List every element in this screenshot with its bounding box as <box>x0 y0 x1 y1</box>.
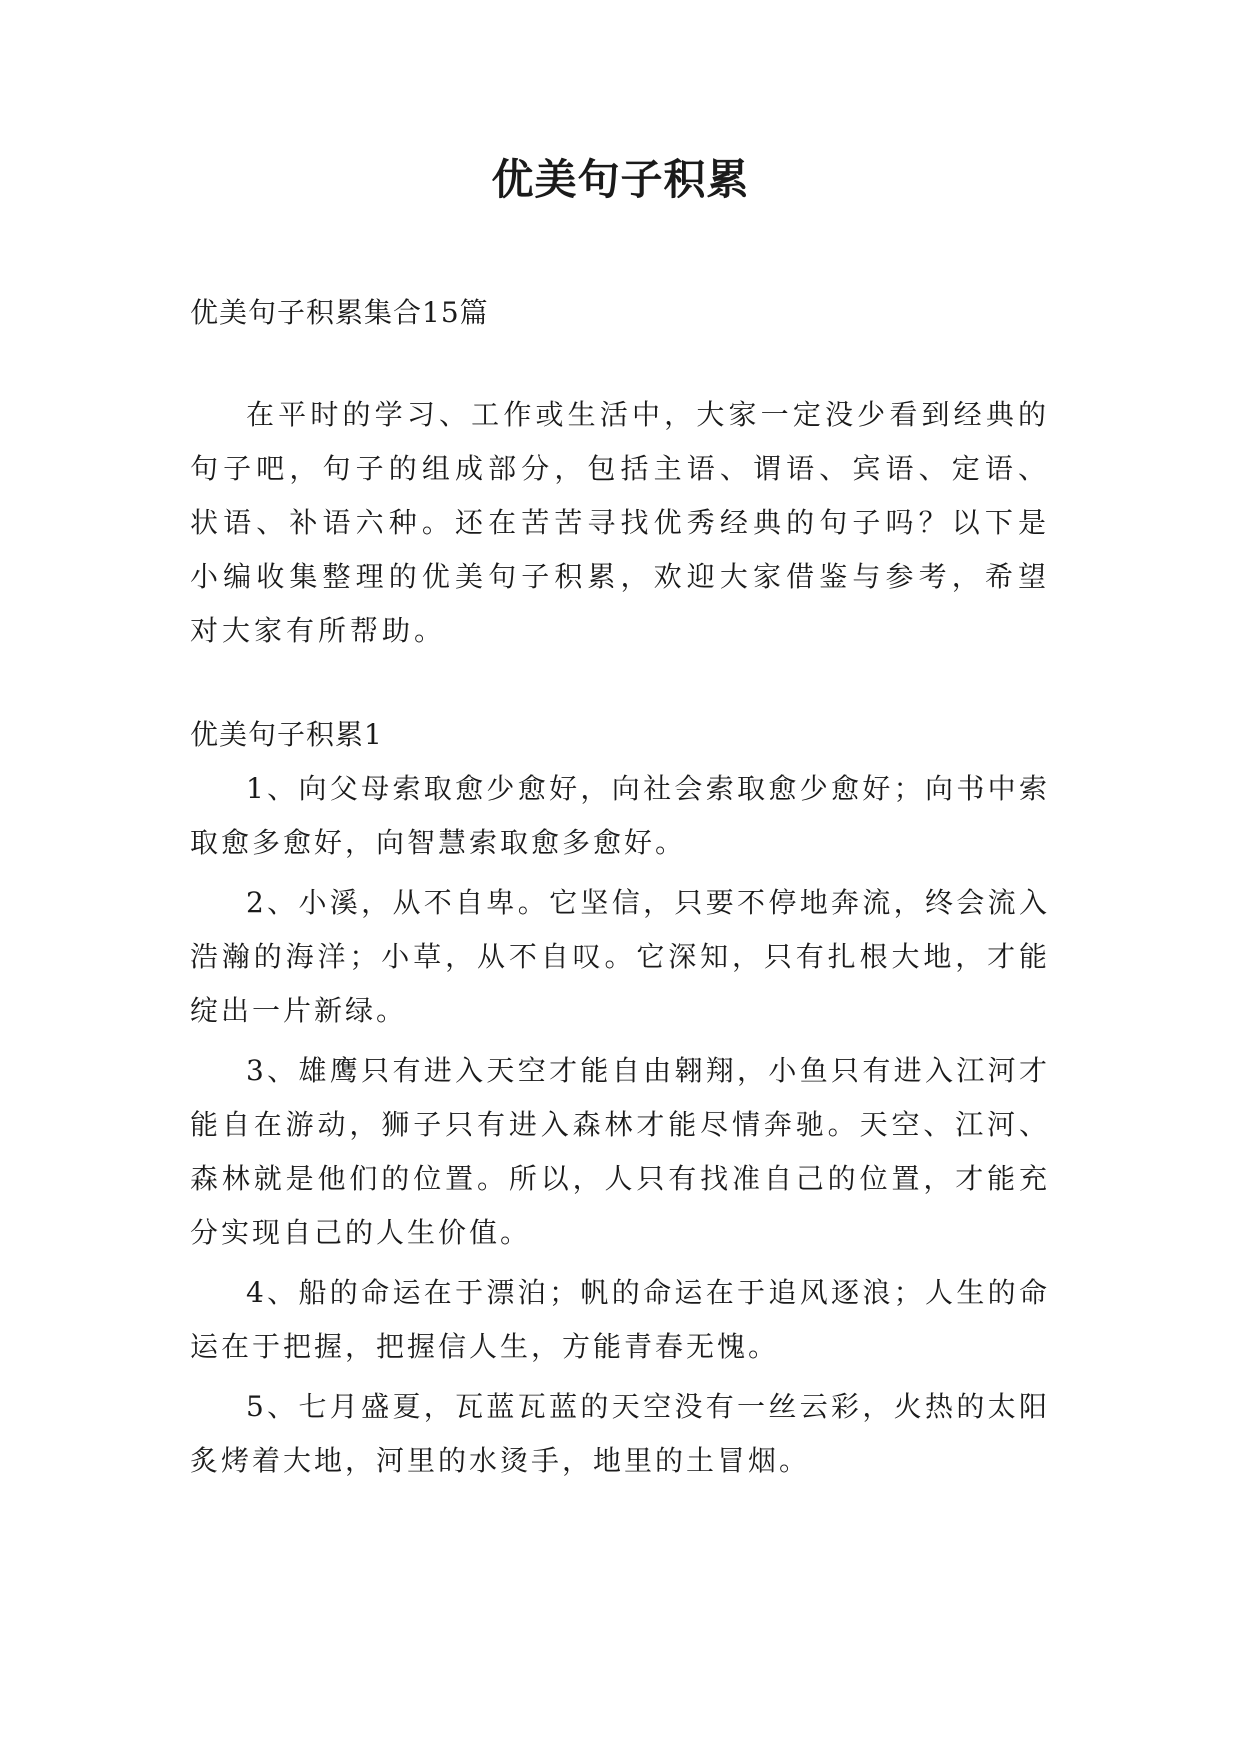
document-body <box>190 286 1050 1488</box>
section-heading: 优美句子积累1 <box>190 718 383 751</box>
sentence-item-3: 3、雄鹰只有进入天空才能自由翱翔，小鱼只有进入江河才能自在游动，狮子只有进入森林才能尽情奔驰。天空、江河、森林就是他们的位置。所以，人只有找准自己的位置，才能充分实现自己的人生价值。 <box>190 1054 1050 1249</box>
sentence-item-1: 1、向父母索取愈少愈好，向社会索取愈少愈好；向书中索取愈多愈好，向智慧索取愈多愈好。 <box>190 772 1050 859</box>
sentence-item-4: 4、船的命运在于漂泊；帆的命运在于追风逐浪；人生的命运在于把握，把握信人生，方能青春无愧。 <box>190 1276 1050 1363</box>
sentence-item-2: 2、小溪，从不自卑。它坚信，只要不停地奔流，终会流入浩瀚的海洋；小草，从不自叹。它深知，只有扎根大地，才能绽出一片新绿。 <box>190 886 1050 1027</box>
document-subtitle: 优美句子积累集合15篇 <box>190 296 489 329</box>
document-title: 优美句子积累 <box>491 155 750 204</box>
sentence-item-5: 5、七月盛夏，瓦蓝瓦蓝的天空没有一丝云彩，火热的太阳炙烤着大地，河里的水烫手，地里的土冒烟。 <box>190 1390 1050 1477</box>
intro-paragraph: 在平时的学习、工作或生活中，大家一定没少看到经典的句子吧，句子的组成部分，包括主语、谓语、宾语、定语、状语、补语六种。还在苦苦寻找优秀经典的句子吗？以下是小编收集整理的优美句子积累，欢迎大家借鉴与参考，希望对大家有所帮助。 <box>190 398 1050 647</box>
sentence-list <box>190 762 1050 1488</box>
